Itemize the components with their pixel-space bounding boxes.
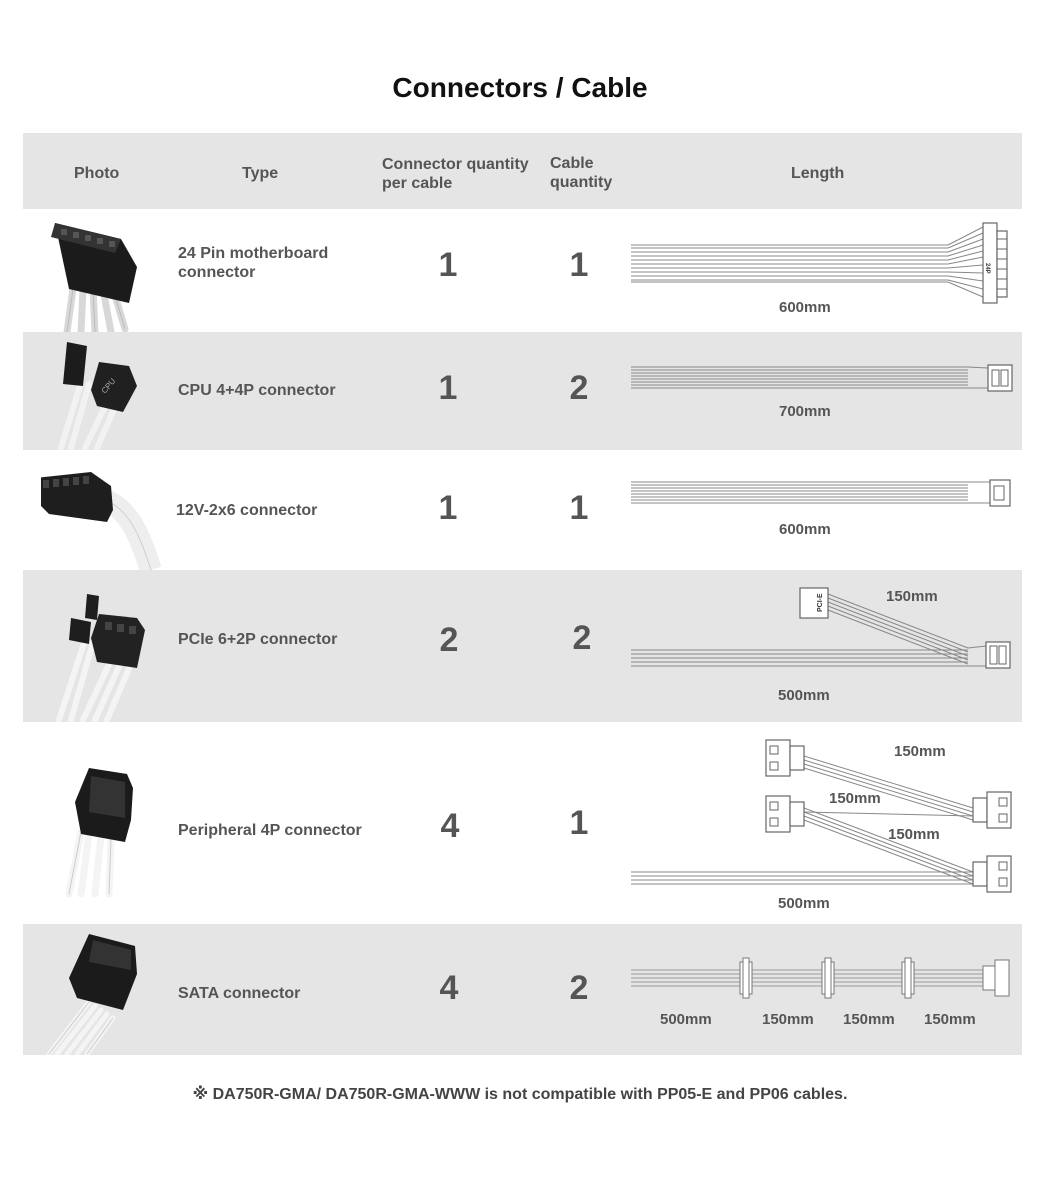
12v-2x6-connector-photo — [41, 450, 161, 570]
24pin-connector-photo — [41, 209, 141, 332]
page-title: Connectors / Cable — [392, 72, 648, 103]
length-label: 600mm — [779, 521, 831, 538]
length-label-branch-3: 150mm — [924, 1011, 976, 1028]
length-label-branch: 150mm — [886, 588, 938, 605]
compatibility-note: ※ DA750R-GMA/ DA750R-GMA-WWW is not compatible with PP05-E and PP06 cables. — [192, 1086, 848, 1103]
header-type: Type — [242, 165, 279, 182]
header-cable-qty: Cable quantity — [550, 155, 613, 191]
table-header — [23, 133, 1022, 209]
connector-type: SATA connector — [178, 985, 301, 1002]
12v-cable-diagram — [628, 450, 1022, 570]
connector-type: 12V-2x6 connector — [176, 502, 318, 519]
connector-type: CPU 4+4P connector — [178, 382, 336, 399]
length-label: 500mm — [660, 1011, 712, 1028]
sata-cable-diagram — [628, 924, 1022, 1055]
peripheral-connector-photo — [41, 722, 161, 924]
table-row — [23, 450, 1022, 570]
cable-quantity: 1 — [569, 489, 589, 527]
cpu-cable-diagram — [628, 332, 1022, 450]
length-label: 700mm — [779, 403, 831, 420]
connector-quantity: 4 — [440, 807, 460, 845]
header-connector-qty: Connector quantity per cable — [382, 156, 529, 192]
header-length: Length — [791, 165, 845, 182]
pcie-connector-photo — [41, 570, 161, 722]
connector-type: 24 Pin motherboard connector — [178, 245, 329, 281]
length-label: 600mm — [779, 299, 831, 316]
cable-quantity: 2 — [572, 619, 592, 657]
table-row — [23, 924, 1022, 1055]
length-label-branch-3: 150mm — [888, 826, 940, 843]
cable-quantity: 1 — [569, 804, 589, 842]
length-label: 500mm — [778, 687, 830, 704]
cpu-print: CPU — [99, 376, 118, 396]
cpu-connector-photo — [41, 332, 151, 450]
length-label: 500mm — [778, 895, 830, 912]
header-photo: Photo — [74, 165, 120, 182]
sata-connector-photo — [41, 924, 151, 1055]
connector-quantity: 4 — [439, 969, 459, 1007]
connector-quantity: 1 — [438, 246, 458, 284]
table-row — [23, 722, 1022, 924]
length-label-branch-1: 150mm — [894, 743, 946, 760]
connector-type: PCIe 6+2P connector — [178, 631, 338, 648]
cable-quantity: 2 — [569, 969, 589, 1007]
connector-quantity: 2 — [439, 621, 459, 659]
connector-quantity: 1 — [438, 369, 458, 407]
pcie-print: PCI-E — [817, 593, 824, 612]
length-label-branch-1: 150mm — [762, 1011, 814, 1028]
cable-quantity: 1 — [569, 246, 589, 284]
table-row — [23, 332, 1022, 450]
peripheral-cable-diagram — [628, 722, 1022, 924]
length-label-branch-2: 150mm — [829, 790, 881, 807]
connector-type: Peripheral 4P connector — [178, 822, 362, 839]
length-label-branch-2: 150mm — [843, 1011, 895, 1028]
table-row — [23, 570, 1022, 722]
table-row — [23, 209, 1022, 332]
connectors-table — [23, 133, 1022, 1055]
cable-quantity: 2 — [569, 369, 589, 407]
24pin-print: 24P — [984, 263, 990, 274]
connector-quantity: 1 — [438, 489, 458, 527]
